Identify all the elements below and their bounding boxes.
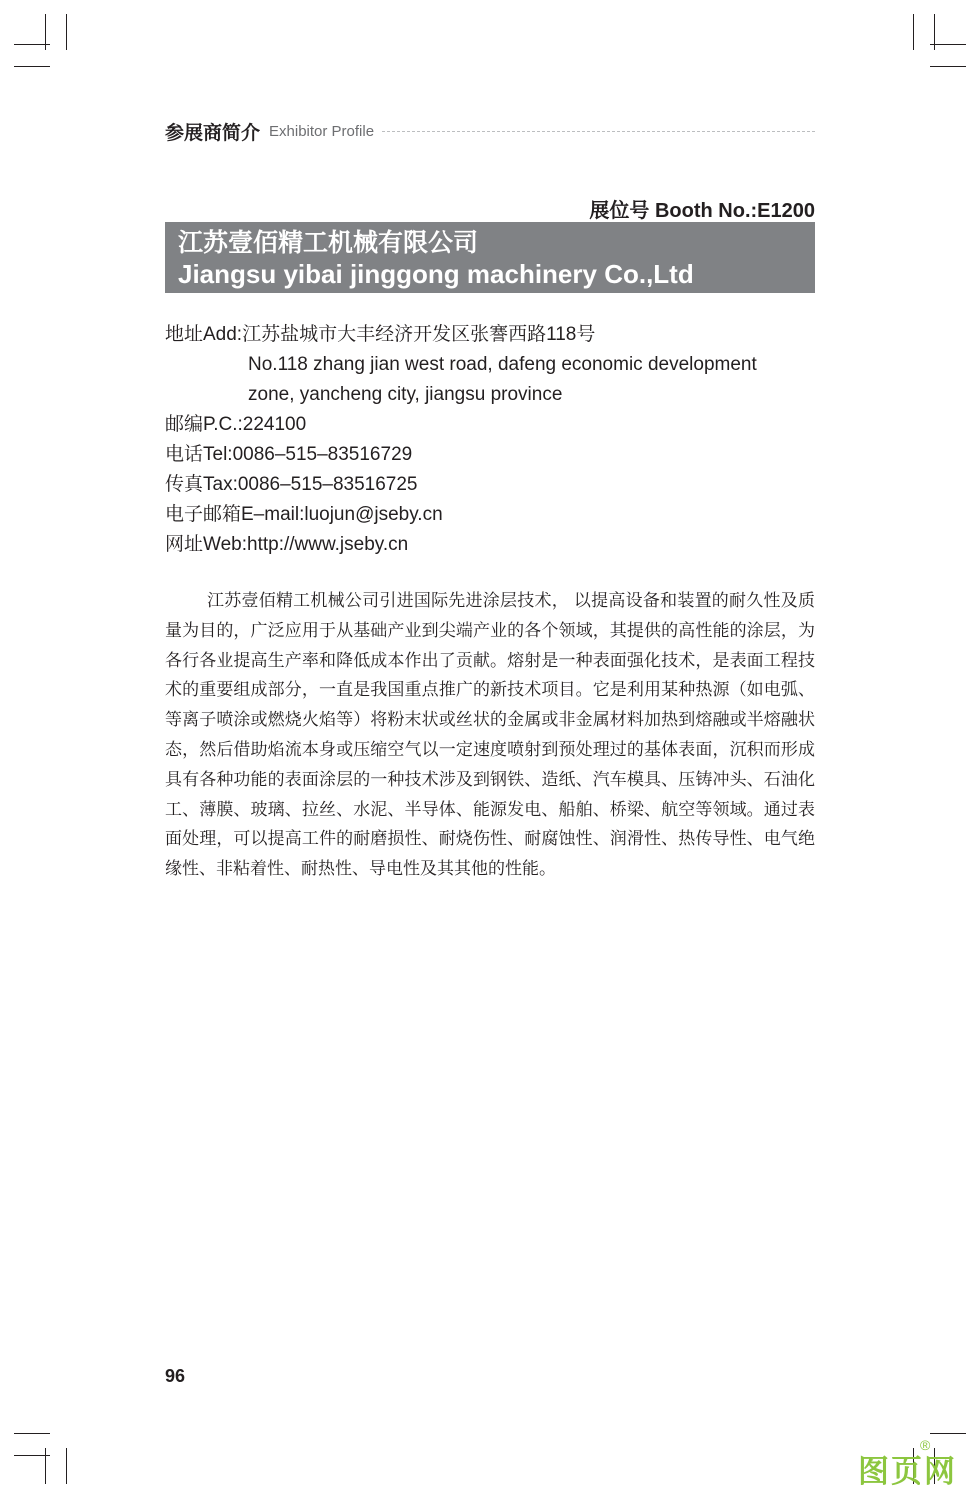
crop-mark-top-left-4 (14, 66, 50, 67)
address-en-line-2: zone, yancheng city, jiangsu province (248, 384, 563, 405)
crop-mark-bottom-left-4 (14, 1455, 50, 1456)
crop-mark-top-right-1 (913, 14, 914, 50)
section-title-cn: 参展商简介 (165, 122, 261, 144)
fax: 传真Tax:0086–515–83516725 (165, 474, 418, 495)
booth-number: 展位号 Booth No.:E1200 (589, 200, 815, 222)
crop-mark-bottom-right-3 (930, 1433, 966, 1434)
company-name-en: Jiangsu yibai jinggong machinery Co.,Ltd (178, 259, 694, 289)
crop-mark-top-left-2 (66, 14, 67, 50)
page-number: 96 (165, 1366, 186, 1386)
section-divider (382, 131, 815, 132)
contact-info (165, 320, 815, 560)
website: 网址Web:http://www.jseby.cn (165, 534, 409, 555)
telephone: 电话Tel:0086–515–83516729 (165, 444, 413, 465)
crop-mark-top-right-3 (930, 44, 966, 45)
crop-mark-bottom-left-1 (45, 1448, 46, 1484)
watermark-logo: 图页网 (858, 1454, 957, 1489)
section-title-en: Exhibitor Profile (269, 122, 375, 140)
registered-mark: ® (920, 1437, 931, 1453)
postcode: 邮编P.C.:224100 (165, 414, 307, 435)
crop-mark-bottom-left-3 (14, 1433, 50, 1434)
crop-mark-top-left-3 (14, 44, 50, 45)
address-cn: 地址Add:江苏盐城市大丰经济开发区张謇西路118号 (165, 324, 596, 345)
section-header (165, 118, 815, 144)
company-title-band (165, 222, 815, 293)
crop-mark-top-right-4 (930, 66, 966, 67)
crop-mark-bottom-left-2 (66, 1448, 67, 1484)
company-description: 江苏壹佰精工机械公司引进国际先进涂层技术， 以提高设备和装置的耐久性及质量为目的，广泛应用于从基础产业到尖端产业的各个领域，其提供的高性能的涂层，为各行各业提高生产率和降低成本作出了贡献。熔射是一种表面强化技术，是表面工程技术的重要组成部分，一直是我国重点推广的新技术项目。它是利用某种热源（如电弧、等离子喷涂或燃烧火焰等）将粉末状或丝状的金属或非金属材料加热到熔融或半熔融状态，然后借助焰流本身或压缩空气以一定速度喷射到预处理过的基体表面，沉积而形成具有各种功能的表面涂层的一种技术涉及到钢铁、造纸、汽车模具、压铸冲头、石油化工、薄膜、玻璃、拉丝、水泥、半导体、能源发电、船舶、桥梁、航空等领域。通过表面处理，可以提高工件的耐磨损性、耐烧伤性、耐腐蚀性、润滑性、热传导性、电气绝缘性、非粘着性、耐热性、导电性及其其他的性能。 (165, 591, 815, 879)
email: 电子邮箱E–mail:luojun@jseby.cn (165, 504, 443, 525)
address-en-line-1: No.118 zhang jian west road, dafeng economic development (248, 354, 757, 375)
company-name-cn: 江苏壹佰精工机械有限公司 (178, 229, 479, 257)
